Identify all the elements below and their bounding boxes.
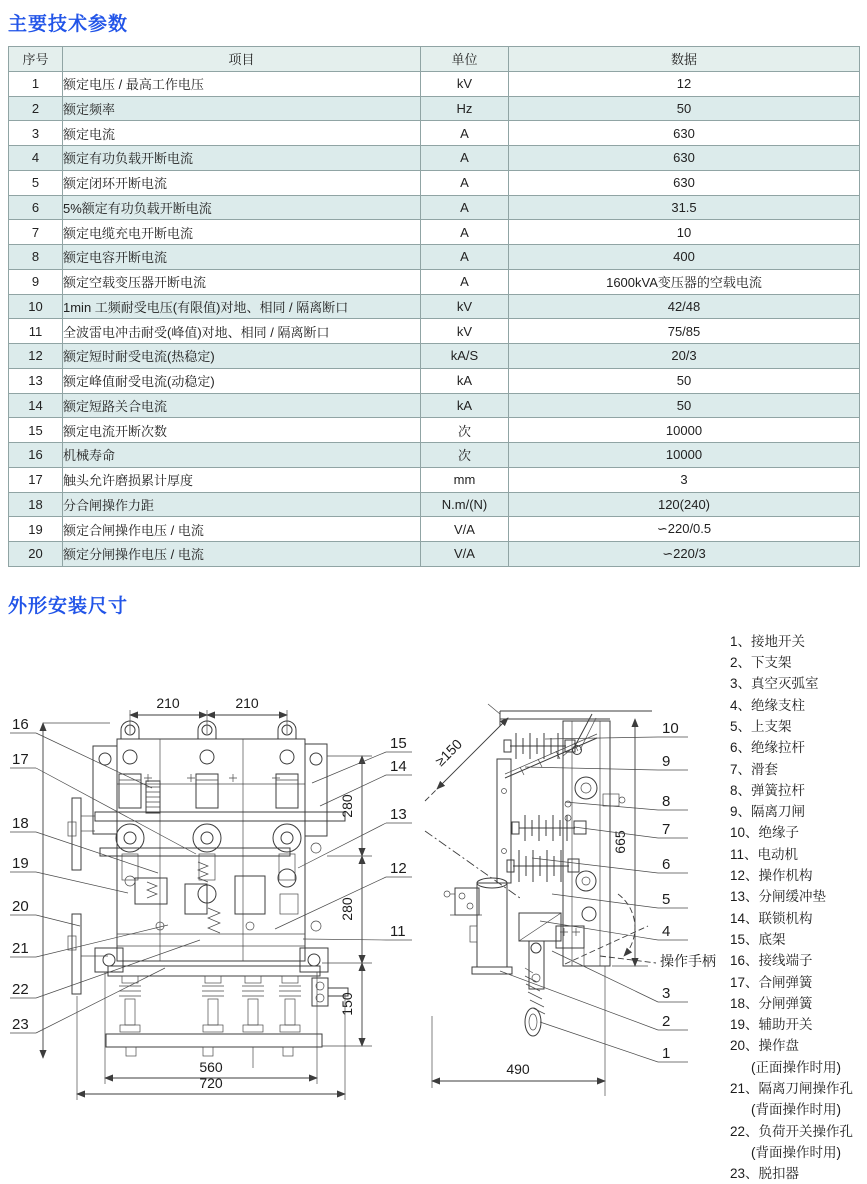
row-item: 额定电流开断次数: [63, 418, 421, 443]
legend-item: 16、接线端子: [730, 953, 813, 969]
table-row: [9, 319, 860, 344]
row-no: 2: [9, 96, 63, 121]
table-row: [9, 121, 860, 146]
table-row: [9, 294, 860, 319]
callout-17: 17: [12, 750, 29, 768]
callout-4: 4: [662, 922, 671, 940]
callout-6: 6: [662, 855, 671, 873]
row-unit: A: [421, 121, 509, 146]
outline-drawing-area: [0, 626, 867, 1184]
row-item: 额定峰值耐受电流(动稳定): [63, 368, 421, 393]
legend-item: 22、负荷开关操作孔: [730, 1123, 854, 1139]
side-view-drawing: [425, 704, 716, 1096]
row-value: 10000: [509, 418, 860, 443]
legend-item: 12、操作机构: [730, 868, 813, 884]
row-unit: kV: [421, 294, 509, 319]
row-item: 额定电压 / 最高工作电压: [63, 71, 421, 96]
row-value: 12: [509, 71, 860, 96]
legend-item: 20、操作盘: [730, 1038, 800, 1054]
table-row: [9, 71, 860, 96]
dim-665: 665: [612, 830, 628, 854]
row-item: 额定闭环开断电流: [63, 170, 421, 195]
row-unit: A: [421, 269, 509, 294]
row-no: 5: [9, 170, 63, 195]
legend-item: 21、隔离刀闸操作孔: [730, 1080, 854, 1096]
row-item: 全波雷电冲击耐受(峰值)对地、相同 / 隔离断口: [63, 319, 421, 344]
row-unit: mm: [421, 467, 509, 492]
row-unit: kV: [421, 319, 509, 344]
row-value: 400: [509, 245, 860, 270]
table-row: [9, 245, 860, 270]
row-no: 1: [9, 71, 63, 96]
row-item: 机械寿命: [63, 443, 421, 468]
row-no: 14: [9, 393, 63, 418]
legend-item: (背面操作时用): [751, 1144, 841, 1160]
row-value: 630: [509, 146, 860, 171]
callout-15: 15: [390, 734, 407, 752]
row-unit: Hz: [421, 96, 509, 121]
table-row: [9, 146, 860, 171]
callout-13: 13: [390, 805, 407, 823]
table-header-row: [9, 47, 860, 72]
row-item: 额定电缆充电开断电流: [63, 220, 421, 245]
dim-150: 150: [339, 992, 355, 1016]
legend-item: 5、上支架: [730, 718, 792, 734]
table-row: [9, 170, 860, 195]
callout-23: 23: [12, 1015, 29, 1033]
table-row: [9, 393, 860, 418]
callout-19: 19: [12, 854, 29, 872]
front-view-drawing: [10, 695, 412, 1100]
dim-720: 720: [199, 1074, 223, 1091]
row-item: 额定分闸操作电压 / 电流: [63, 542, 421, 567]
row-no: 18: [9, 492, 63, 517]
row-item: 1min 工频耐受电压(有限值)对地、相同 / 隔离断口: [63, 294, 421, 319]
row-value: 630: [509, 121, 860, 146]
callout-22: 22: [12, 980, 29, 998]
legend-item: 14、联锁机构: [730, 910, 813, 926]
row-value: 50: [509, 393, 860, 418]
row-value: 42/48: [509, 294, 860, 319]
table-row: [9, 517, 860, 542]
parts-legend: [730, 631, 867, 1184]
table-row: [9, 220, 860, 245]
callout-20: 20: [12, 897, 29, 915]
row-unit: kA: [421, 393, 509, 418]
row-item: 额定频率: [63, 96, 421, 121]
legend-item: 13、分闸缓冲垫: [730, 889, 827, 905]
row-no: 17: [9, 467, 63, 492]
dim-560: 560: [199, 1058, 223, 1075]
callout-12: 12: [390, 859, 407, 877]
callout-7: 7: [662, 820, 671, 838]
row-value: 1600kVA变压器的空载电流: [509, 269, 860, 294]
row-item: 额定电流: [63, 121, 421, 146]
row-no: 8: [9, 245, 63, 270]
row-unit: 次: [421, 443, 509, 468]
row-unit: N.m/(N): [421, 492, 509, 517]
row-value: 20/3: [509, 344, 860, 369]
dim-490: 490: [506, 1060, 530, 1077]
callout-1: 1: [662, 1044, 671, 1062]
row-value: 10000: [509, 443, 860, 468]
callout-14: 14: [390, 757, 407, 775]
callout-18: 18: [12, 814, 29, 832]
legend-item: 17、合闸弹簧: [730, 974, 813, 990]
row-unit: A: [421, 220, 509, 245]
legend-item: 3、真空灭弧室: [730, 676, 819, 692]
table-row: [9, 195, 860, 220]
table-row: [9, 418, 860, 443]
row-value: 10: [509, 220, 860, 245]
row-no: 19: [9, 517, 63, 542]
row-value: ∽220/0.5: [509, 517, 860, 542]
row-value: 630: [509, 170, 860, 195]
legend-item: (背面操作时用): [751, 1102, 841, 1118]
section-title-outline-dimensions: 外形安装尺寸: [8, 595, 129, 617]
section-title-main-parameters: 主要技术参数: [8, 14, 129, 35]
legend-item: 1、接地开关: [730, 633, 806, 649]
dim-280-lower: 280: [339, 897, 355, 921]
callout-9: 9: [662, 752, 671, 770]
row-value: ∽220/3: [509, 542, 860, 567]
legend-item: 8、弹簧拉杆: [730, 782, 806, 798]
col-header-item: 项目: [63, 47, 421, 72]
row-unit: A: [421, 170, 509, 195]
row-unit: kA/S: [421, 344, 509, 369]
row-no: 3: [9, 121, 63, 146]
table-row: [9, 492, 860, 517]
table-row: [9, 344, 860, 369]
table-row: [9, 467, 860, 492]
row-no: 6: [9, 195, 63, 220]
table-row: [9, 542, 860, 567]
callout-5: 5: [662, 890, 671, 908]
row-value: 31.5: [509, 195, 860, 220]
row-no: 12: [9, 344, 63, 369]
table-row: [9, 368, 860, 393]
legend-item: 2、下支架: [730, 655, 792, 671]
row-no: 10: [9, 294, 63, 319]
legend-item: 11、电动机: [730, 846, 799, 862]
params-table: [8, 46, 860, 567]
callout-16: 16: [12, 715, 29, 733]
legend-item: 7、滑套: [730, 761, 779, 777]
row-no: 15: [9, 418, 63, 443]
row-value: 75/85: [509, 319, 860, 344]
callout-8: 8: [662, 792, 671, 810]
row-item: 5%额定有功负载开断电流: [63, 195, 421, 220]
row-value: 50: [509, 96, 860, 121]
row-unit: A: [421, 146, 509, 171]
row-no: 9: [9, 269, 63, 294]
row-item: 额定短时耐受电流(热稳定): [63, 344, 421, 369]
row-item: 额定空载变压器开断电流: [63, 269, 421, 294]
row-no: 13: [9, 368, 63, 393]
row-item: 触头允许磨损累计厚度: [63, 467, 421, 492]
row-no: 11: [9, 319, 63, 344]
legend-item: (正面操作时用): [751, 1059, 841, 1075]
table-row: [9, 96, 860, 121]
row-no: 7: [9, 220, 63, 245]
row-value: 3: [509, 467, 860, 492]
row-item: 分合闸操作力距: [63, 492, 421, 517]
legend-item: 6、绝缘拉杆: [730, 740, 806, 756]
dim-210-right: 210: [235, 694, 259, 711]
legend-item: 9、隔离刀闸: [730, 804, 806, 820]
params-table-body: [9, 71, 860, 566]
legend-item: 10、绝缘子: [730, 825, 800, 841]
callout-3: 3: [662, 984, 671, 1002]
callout-21: 21: [12, 939, 29, 957]
callout-10: 10: [662, 719, 679, 737]
dim-clearance-150: ≥150: [431, 735, 466, 769]
row-item: 额定合闸操作电压 / 电流: [63, 517, 421, 542]
table-row: [9, 443, 860, 468]
row-item: 额定电容开断电流: [63, 245, 421, 270]
row-unit: kV: [421, 71, 509, 96]
col-header-unit: 单位: [421, 47, 509, 72]
col-header-no: 序号: [9, 47, 63, 72]
row-no: 20: [9, 542, 63, 567]
callout-2: 2: [662, 1012, 671, 1030]
operating-handle-label: 操作手柄: [660, 952, 716, 969]
table-row: [9, 269, 860, 294]
legend-item: 19、辅助开关: [730, 1017, 813, 1033]
row-item: 额定短路关合电流: [63, 393, 421, 418]
legend-item: 4、绝缘支柱: [730, 697, 806, 713]
dim-210-left: 210: [156, 694, 180, 711]
legend-item: 23、脱扣器: [730, 1166, 800, 1182]
row-unit: V/A: [421, 517, 509, 542]
row-no: 16: [9, 443, 63, 468]
row-unit: kA: [421, 368, 509, 393]
dim-280-upper: 280: [339, 794, 355, 818]
row-unit: A: [421, 245, 509, 270]
row-item: 额定有功负载开断电流: [63, 146, 421, 171]
legend-item: 18、分闸弹簧: [730, 995, 813, 1011]
row-unit: V/A: [421, 542, 509, 567]
row-no: 4: [9, 146, 63, 171]
row-value: 120(240): [509, 492, 860, 517]
row-unit: A: [421, 195, 509, 220]
callout-11: 11: [390, 922, 406, 940]
row-value: 50: [509, 368, 860, 393]
col-header-data: 数据: [509, 47, 860, 72]
row-unit: 次: [421, 418, 509, 443]
legend-item: 15、底架: [730, 931, 786, 947]
